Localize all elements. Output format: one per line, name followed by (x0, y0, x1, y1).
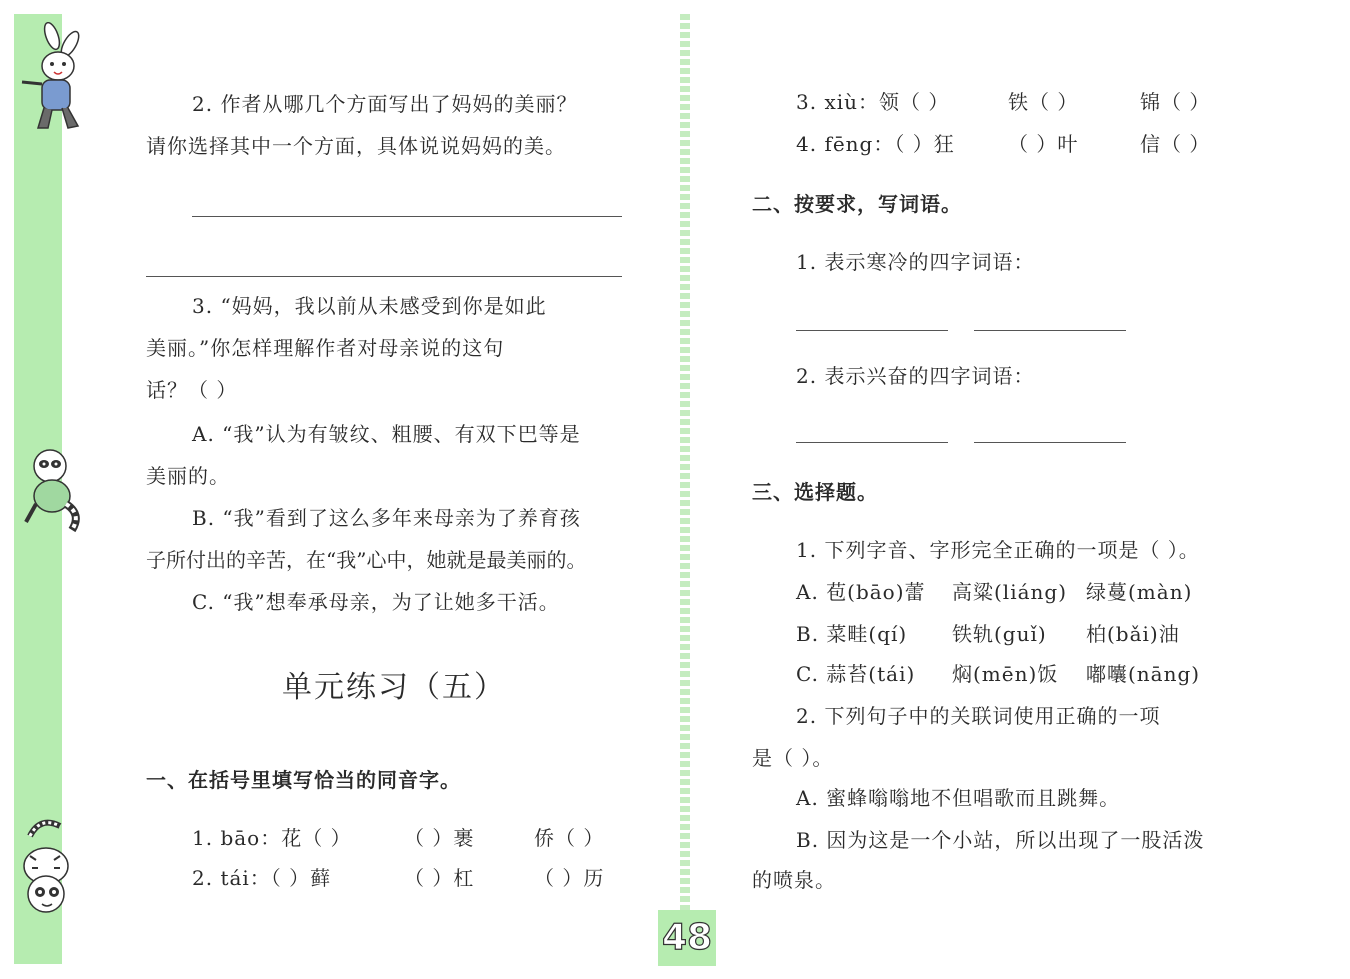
s3-q1-option-c-2: 焖(mēn)饭 (952, 662, 1059, 686)
q3-option-b-line2: 子所付出的辛苦，在“我”心中，她就是最美丽的。 (146, 548, 587, 572)
rabbit-mascot-icon (12, 22, 84, 134)
s2-q2: 2. 表示兴奋的四字词语： (796, 364, 1035, 388)
row1-col2[interactable]: （ ）裹 (404, 826, 475, 850)
row4-col3[interactable]: 信（ ） (1140, 132, 1211, 156)
s3-q2-option-b-line2: 的喷泉。 (752, 868, 836, 892)
tiger-mascot-icon (10, 816, 84, 916)
s3-q1-option-b-3: 柏(bǎi)油 (1086, 622, 1180, 646)
q3-option-a-line2: 美丽的。 (146, 464, 230, 488)
answer-line-2[interactable] (146, 276, 622, 277)
s3-q1-option-b-1: B. 菜畦(qí) (796, 622, 908, 646)
section-3-heading: 三、选择题。 (752, 480, 878, 504)
row2-col1[interactable]: 2. tái：（ ）藓 (192, 866, 332, 890)
row1-col1[interactable]: 1. bāo：花（ ） (192, 826, 352, 850)
s3-q2-option-b-line1: B. 因为这是一个小站，所以出现了一股活泼 (796, 828, 1205, 852)
s3-q1-option-a-3: 绿蔓(màn) (1086, 580, 1193, 604)
s3-q2-line1: 2. 下列句子中的关联词使用正确的一项 (796, 704, 1161, 728)
row2-col3[interactable]: （ ）历 (534, 866, 605, 890)
s3-q1-option-a-2: 高粱(liáng) (952, 580, 1068, 604)
q2-line1: 2. 作者从哪几个方面写出了妈妈的美丽？ (192, 92, 578, 116)
q2-line2: 请你选择其中一个方面，具体说说妈妈的美。 (146, 134, 566, 158)
book-spine (680, 14, 690, 964)
answer-line-1[interactable] (192, 216, 622, 217)
row1-col3[interactable]: 侨（ ） (534, 826, 605, 850)
q3-line2: 美丽。”你怎样理解作者对母亲说的这句 (146, 336, 505, 360)
q3-line1: 3. “妈妈，我以前从未感受到你是如此 (192, 294, 547, 318)
row3-col1[interactable]: 3. xiù：领（ ） (796, 90, 950, 114)
q3-option-b-line1: B. “我”看到了这么多年来母亲为了养育孩 (192, 506, 581, 530)
q3-option-c: C. “我”想奉承母亲，为了让她多干活。 (192, 590, 560, 614)
s2-q2-blank-1[interactable] (796, 442, 948, 443)
raccoon-mascot-icon (12, 444, 84, 534)
row4-col2[interactable]: （ ）叶 (1008, 132, 1079, 156)
s2-q2-blank-2[interactable] (974, 442, 1126, 443)
row2-col2[interactable]: （ ）杠 (404, 866, 475, 890)
section-1-heading: 一、在括号里填写恰当的同音字。 (146, 768, 461, 792)
s3-q1-option-c-3: 嘟囔(nāng) (1086, 662, 1201, 686)
page-number: 48 (658, 910, 716, 966)
s3-q1-option-a-1: A. 苞(bāo)蕾 (796, 580, 926, 604)
s3-q1-option-b-2: 铁轨(guǐ) (952, 622, 1047, 646)
s3-q2-option-a: A. 蜜蜂嗡嗡地不但唱歌而且跳舞。 (796, 786, 1121, 810)
s2-q1-blank-1[interactable] (796, 330, 948, 331)
row3-col2[interactable]: 铁（ ） (1008, 90, 1079, 114)
s3-q1-option-c-1: C. 蒜苔(tái) (796, 662, 916, 686)
q3-line3[interactable]: 话？（ ） (146, 378, 238, 402)
section-2-heading: 二、按要求，写词语。 (752, 192, 962, 216)
s2-q1-blank-2[interactable] (974, 330, 1126, 331)
unit-title: 单元练习（五） (282, 670, 506, 705)
s2-q1: 1. 表示寒冷的四字词语： (796, 250, 1035, 274)
s3-q1[interactable]: 1. 下列字音、字形完全正确的一项是（ ）。 (796, 538, 1200, 562)
row3-col3[interactable]: 锦（ ） (1140, 90, 1211, 114)
q3-option-a-line1: A. “我”认为有皱纹、粗腰、有双下巴等是 (192, 422, 581, 446)
s3-q2-line2[interactable]: 是（ ）。 (752, 746, 834, 770)
row4-col1[interactable]: 4. fēng：（ ）狂 (796, 132, 955, 156)
